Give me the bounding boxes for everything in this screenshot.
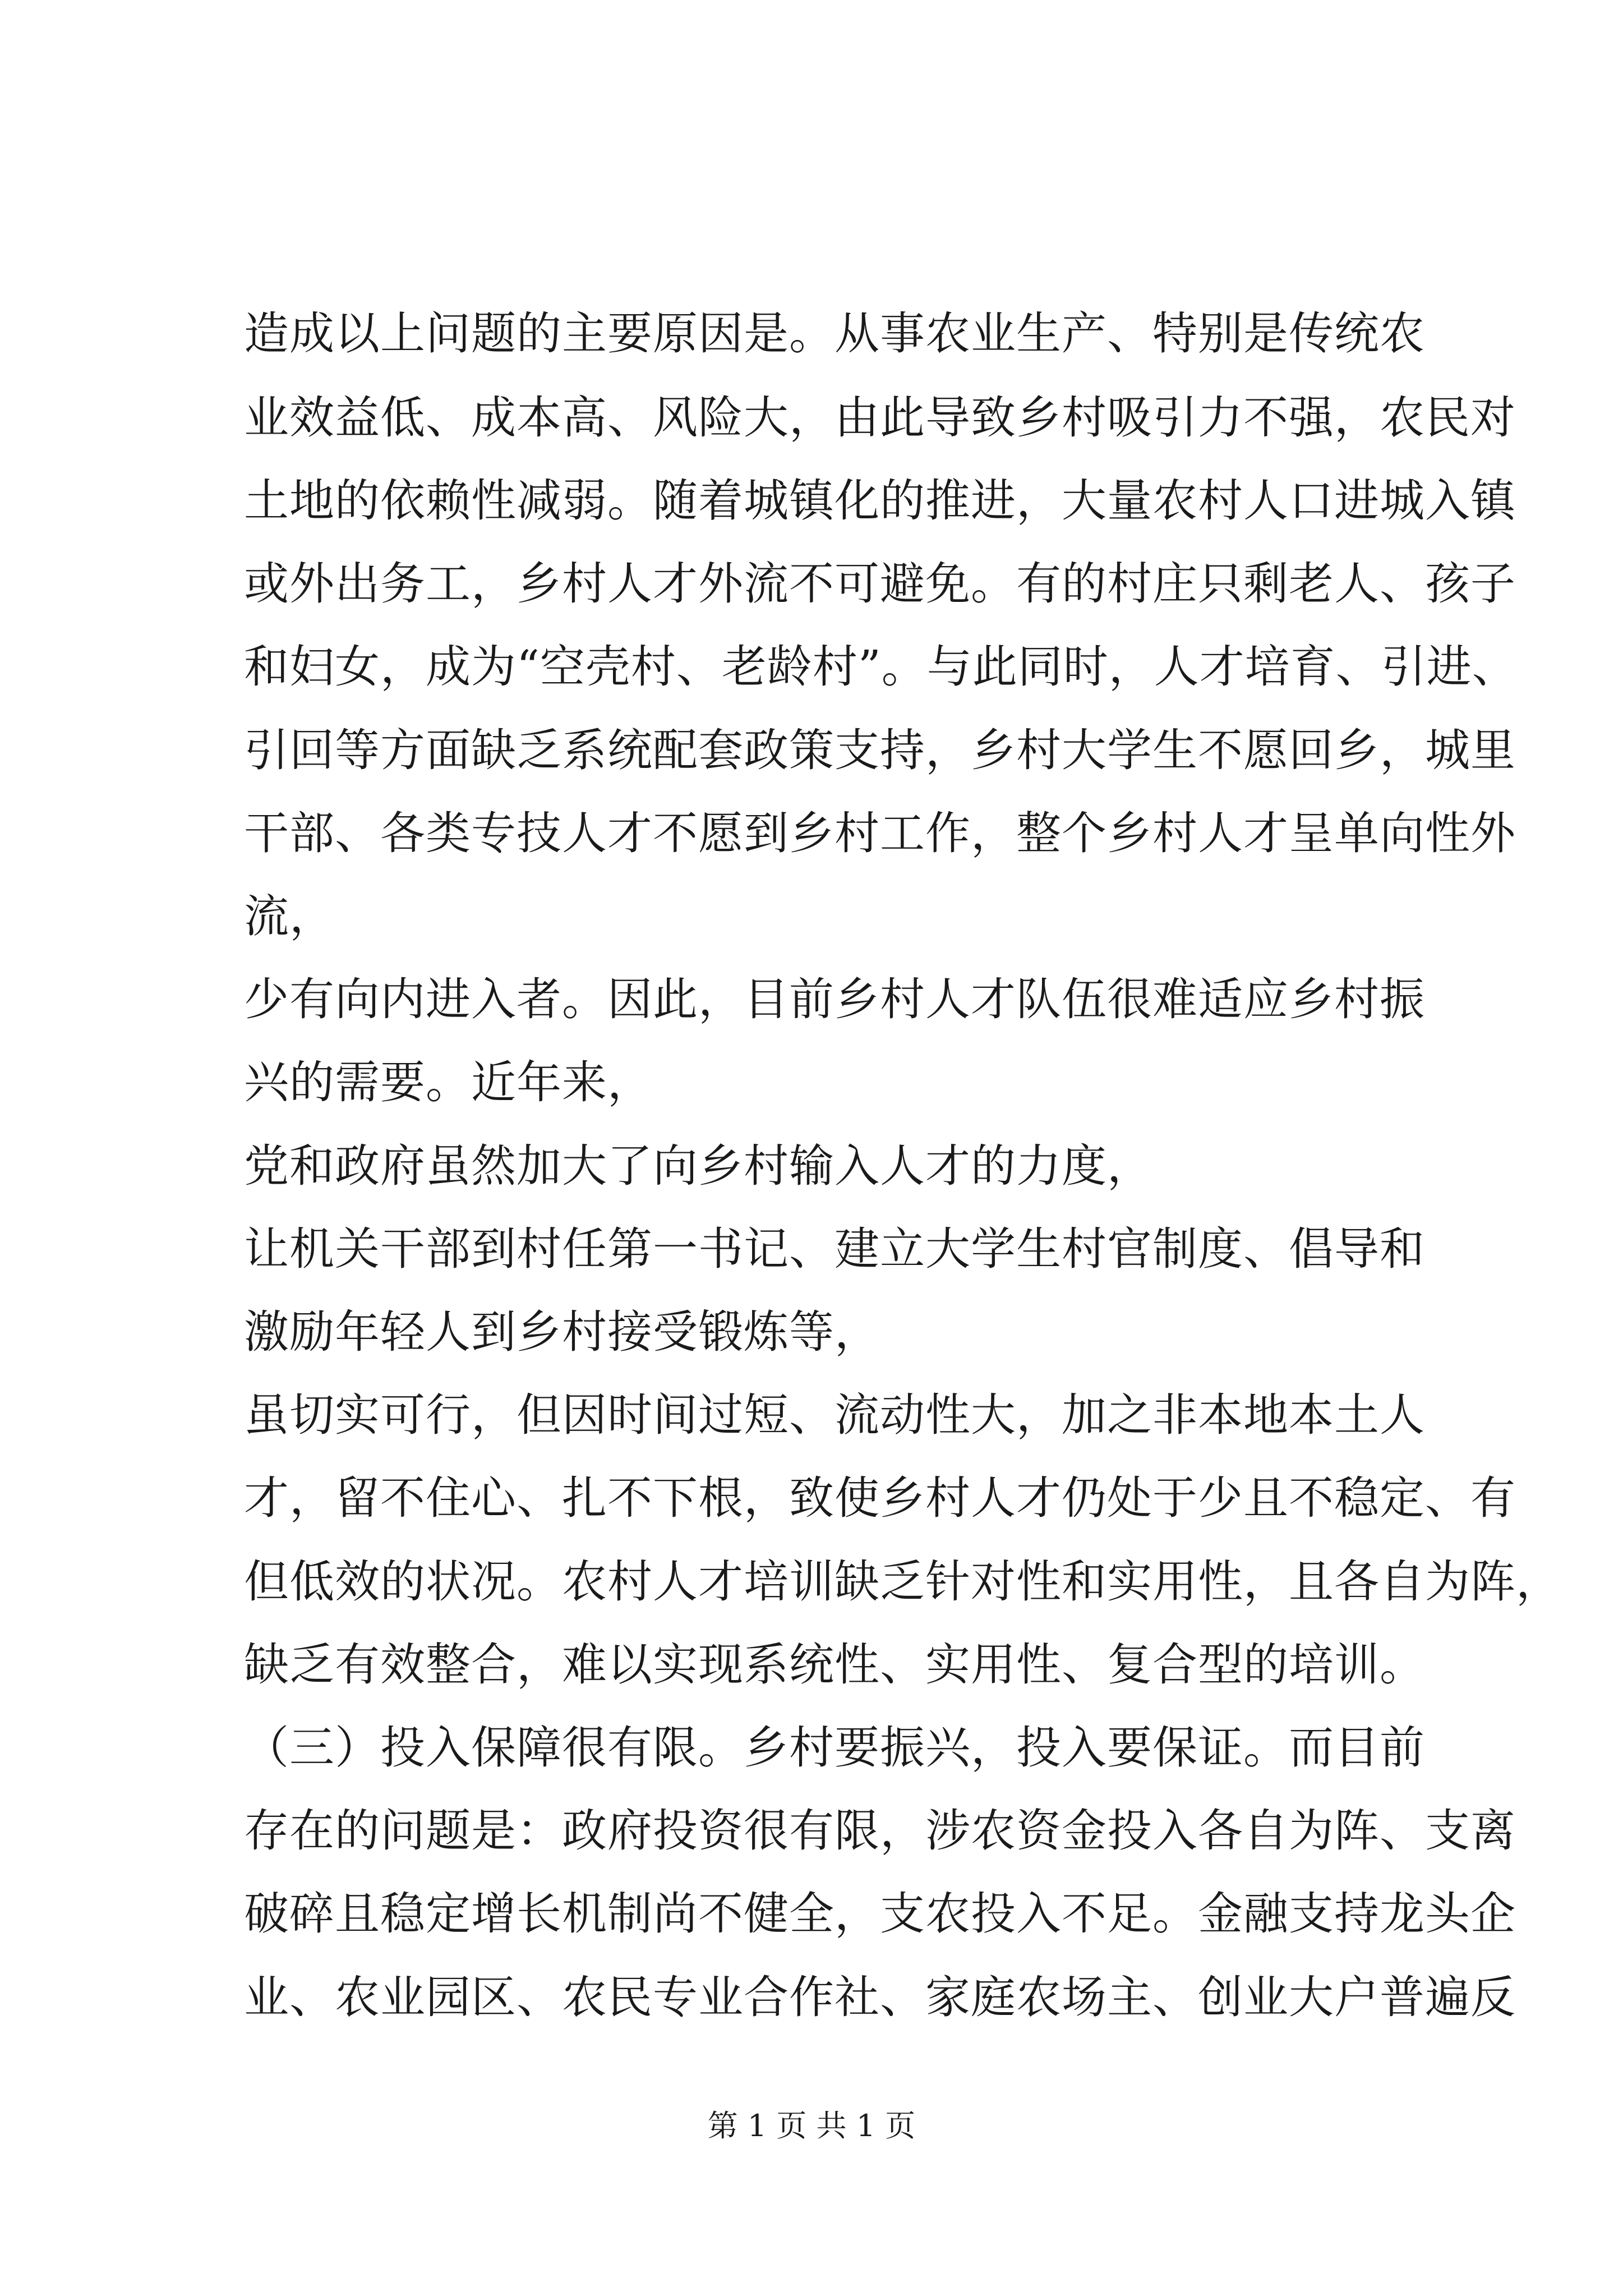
body-line-5: 和妇女，成为“空壳村、老龄村”。与此同时，人才培育、引进、: [244, 641, 1518, 693]
body-line-11: 党和政府虽然加大了向乡村输入人才的力度，: [244, 1140, 1152, 1192]
body-line-9: 少有向内进入者。因此，目前乡村人才队伍很难适应乡村振: [244, 973, 1425, 1025]
body-line-18: （三）投入保障很有限。乡村要振兴，投入要保证。而目前: [244, 1722, 1425, 1774]
body-line-15: 才，留不住心、扎不下根，致使乡村人才仍处于少且不稳定、有: [244, 1472, 1516, 1524]
body-line-10: 兴的需要。近年来，: [244, 1056, 653, 1108]
body-line-3: 土地的依赖性减弱。随着城镇化的推进，大量农村人口进城入镇: [244, 475, 1516, 527]
body-line-6: 引回等方面缺乏系统配套政策支持，乡村大学生不愿回乡，城里: [244, 724, 1516, 776]
body-line-12: 让机关干部到村任第一书记、建立大学生村官制度、倡导和: [244, 1223, 1425, 1275]
body-line-16: 但低效的状况。农村人才培训缺乏针对性和实用性，且各自为阵，: [244, 1556, 1561, 1608]
body-line-17: 缺乏有效整合，难以实现系统性、实用性、复合型的培训。: [244, 1639, 1425, 1691]
body-line-2: 业效益低、成本高、风险大，由此导致乡村吸引力不强，农民对: [244, 392, 1516, 444]
page-number-footer: 第 1 页 共 1 页: [707, 2108, 916, 2143]
body-line-14: 虽切实可行，但因时间过短、流动性大，加之非本地本土人: [244, 1389, 1425, 1441]
body-line-21: 业、农业园区、农民专业合作社、家庭农场主、创业大户普遍反: [244, 1971, 1516, 2023]
body-line-20: 破碎且稳定增长机制尚不健全，支农投入不足。金融支持龙头企: [244, 1888, 1516, 1940]
body-line-19: 存在的问题是：政府投资很有限，涉农资金投入各自为阵、支离: [244, 1805, 1516, 1857]
body-line-4: 或外出务工，乡村人才外流不可避免。有的村庄只剩老人、孩子: [244, 558, 1516, 610]
body-line-7: 干部、各类专技人才不愿到乡村工作，整个乡村人才呈单向性外: [244, 807, 1516, 859]
body-line-13: 激励年轻人到乡村接受锻炼等，: [244, 1306, 880, 1358]
body-line-8: 流，: [244, 890, 335, 942]
body-line-1: 造成以上问题的主要原因是。从事农业生产、特别是传统农: [244, 307, 1425, 360]
